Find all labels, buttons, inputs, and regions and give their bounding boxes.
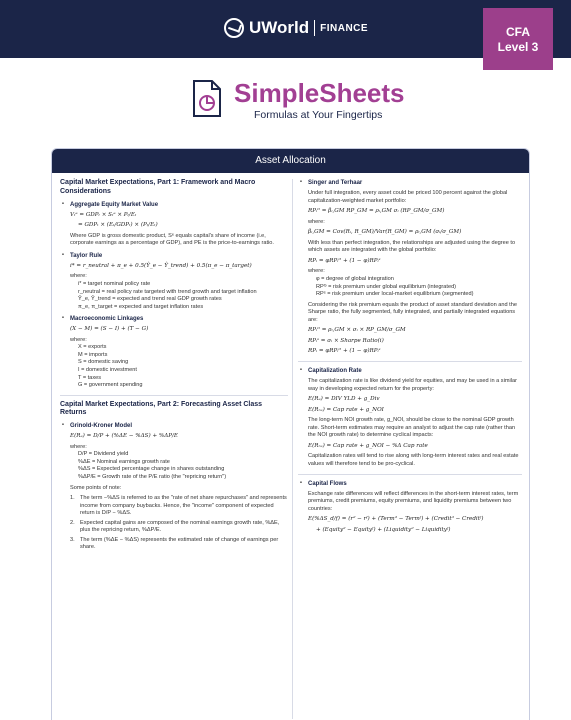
capital-flows-formula-2: + (Equityᵈ − Equityᶠ) + (Liquidityᵈ − Liquidityᶠ): [316, 526, 451, 533]
cap-rate-formula-3: E(Rᵣₑ) = Cap rate + g_NOI − %Δ Cap rate: [308, 442, 428, 449]
uworld-logo-icon: [224, 18, 244, 38]
where-label: where:: [308, 218, 325, 225]
aggregate-equity-title: Aggregate Equity Market Value: [70, 201, 159, 208]
macro-linkages-title: Macroeconomic Linkages: [70, 316, 144, 323]
grinold-kroner-title: Grinold-Kroner Model: [70, 423, 132, 430]
taylor-rule-title: Taylor Rule: [70, 252, 103, 259]
cap-rate-formula-2: E(Rᵣₑ) = Cap rate + g_NOI: [308, 406, 384, 413]
page-title: SimpleSheets: [234, 78, 405, 108]
definition-line: %ΔP/E = Growth rate of the P/E ratio (the "repricing return"): [78, 473, 227, 480]
where-label: where:: [70, 443, 87, 450]
cap-rate-title: Capitalization Rate: [308, 367, 362, 374]
where-label: where:: [70, 273, 87, 280]
definition-line: T = taxes: [78, 374, 102, 381]
capital-flows-title: Capital Flows: [308, 480, 347, 487]
taylor-rule-block: • Taylor Rule i* = r_neutral + π_e + 0.5(Ŷ_e − Ŷ_trend) + 0.5(π_e − π_target) where: i* = target nominal policy rate r_neutral = real policy rate targeted with trend growth and target inflation Ŷ_e, Ŷ_trend = expected and trend real GDP growth rates π_e, π_target = expected and target inflation rates: [60, 252, 288, 311]
singer-terhaar-formula-1: RPᵢᴳ = βᵢ,GM RP_GM = ρᵢ,GM σᵢ (RP_GM/σ_GM): [308, 208, 445, 215]
aggregate-equity-text: Where GDP is gross domestic product, Sᵉ equals capital's share of income (i.e, corporate earnings as a percentage of GDP), and PE is the price-to-earnings ratio.: [70, 232, 274, 247]
taylor-rule-formula: i* = r_neutral + π_e + 0.5(Ŷ_e − Ŷ_trend) + 0.5(π_e − π_target): [70, 262, 252, 269]
points-list: [70, 495, 288, 552]
definition-line: M = imports: [78, 351, 108, 358]
uworld-logo: [224, 18, 368, 38]
singer-terhaar-formula-6: RPᵢ = φRPᵢᴳ + (1 − φ)RPᵢˢ: [308, 348, 381, 355]
definition-line: φ = degree of global integration: [316, 276, 394, 283]
cap-rate-text-2: The long-term NOI growth rate, g_NOI, should be close to the nominal GDP growth rate. Short-term estimates may require an analyst to adjust the cap rate (rather than the NOI growth rate) to determine cyclical impacts:: [308, 417, 516, 439]
brand-sub: FINANCE: [320, 22, 369, 34]
capital-flows-text: Exchange rate differences will reflect differences in the short-term interest rates, term premiums, credit premiums, equity premiums, and liquidity premiums between two countries:: [308, 490, 519, 512]
brand-name: UWorld: [249, 18, 310, 37]
hero-title-block: [192, 80, 422, 130]
definition-line: r_neutral = real policy rate targeted with trend growth and target inflation: [78, 288, 257, 295]
cfa-level-tab: [483, 8, 553, 70]
grinold-kroner-block: • Grinold-Kroner Model E(Rₑ) = D/P + (%ΔE − %ΔS) + %ΔP/E where: D/P = Dividend yield %ΔE = Nominal earnings growth rate %ΔS = Expected percentage change in shares outstanding %ΔP/E = Growth rate of the P/E ratio (the "repricing return") Some points of note: 1. The term −%ΔS is referred to as the "rate of net share repurchases" and represents income from company buybacks. Hence, the "income" component of expected return is D/P − %ΔS. 2. Expected capital gains are composed of the nominal earnings growth rate, %ΔE, plus the repricing return, %ΔP/E. 3. The term (%ΔE − %ΔS) represents the estimated rate of change of earnings per share.: [62, 422, 287, 551]
document-chart-icon: [192, 80, 222, 118]
macro-linkages-block: • Macroeconomic Linkages (X − M) = (S − I) + (T − G) where: X = exports M = imports S = domestic saving I = domestic investment T = taxes G = government spending: [60, 315, 288, 389]
aggregate-equity-block: • Aggregate Equity Market Value Vₜᵉ = GDPₜ × Sₜᵉ × Pₜ/Eₜ = GDPₜ × (Eₜ/GDPₜ) × (Pₜ/Eₜ) Where GDP is gross domestic product, Sᵉ equals capital's share of income (i.e, corporate earnings as a percentage of GDP), and PE is the price-to-earnings ratio.: [60, 201, 288, 248]
section-heading-cme-part2: Capital Market Expectations, Part 2: Forecasting Asset Class Returns: [60, 400, 263, 417]
capital-flows-block: • Capital Flows Exchange rate differences will reflect differences in the short-term interest rates, term premiums, credit premiums, equity premiums, and liquidity premiums between two countries: E(%ΔS_d/f) = (rᵈ − rᶠ) + (Termᵈ − Termᶠ) + (Creditᵈ − Creditᶠ) + (Equityᵈ − Equityᶠ) + (Liquidityᵈ − Liquidityᶠ): [298, 480, 522, 535]
grinold-kroner-formula: E(Rₑ) = D/P + (%ΔE − %ΔS) + %ΔP/E: [70, 433, 179, 440]
cap-rate-text-1: The capitalization rate is like dividend yield for equities, and may be used in a similar way in developing expected return for the property:: [308, 378, 517, 392]
singer-terhaar-formula-4: RPᵢᴳ = ρᵢ,GM × σᵢ × RP_GM/σ_GM: [308, 327, 406, 334]
definition-line: RPᴳ = risk premium under global equilibrium (integrated): [316, 283, 457, 290]
definition-line: i* = target nominal policy rate: [78, 280, 151, 287]
definition-line: D/P = Dividend yield: [78, 451, 129, 458]
singer-terhaar-text-1: Under full integration, every asset could be priced 100 percent against the global capitalization-weighted market portfolio:: [308, 190, 508, 204]
list-item: 2. Expected capital gains are composed of the nominal earnings growth rate, %ΔE, plus the repricing return, %ΔP/E.: [70, 519, 280, 534]
where-label: where:: [308, 268, 325, 275]
list-item: 3. The term (%ΔE − %ΔS) represents the estimated rate of change of earnings per share.: [70, 536, 279, 551]
where-label: where:: [70, 336, 87, 343]
tab-line-1: CFA: [506, 25, 530, 39]
cap-rate-text-3: Capitalization rates will tend to rise along with long-term interest rates and real estate values will therefore tend to be pro-cyclical.: [308, 453, 519, 467]
definition-line: Ŷ_e, Ŷ_trend = expected and trend real GDP growth rates: [78, 296, 222, 303]
singer-terhaar-formula-5: RPᵢˢ = σᵢ × Sharpe Ratio(i): [308, 337, 384, 344]
singer-terhaar-title: Singer and Terhaar: [308, 180, 363, 186]
definition-line: π_e, π_target = expected and target inflation rates: [78, 303, 204, 310]
macro-linkages-formula: (X − M) = (S − I) + (T − G): [70, 326, 149, 333]
definition-line: RPˢ = risk premium under local-market equilibrium (segmented): [316, 291, 474, 298]
cap-rate-formula-1: E(Rₑ) = DIV YLD + g_Div: [308, 396, 380, 403]
singer-terhaar-text-3: Considering the risk premium equals the product of asset standard deviation and the Sharpe ratio, the fully segmented, fully integrated, and partially integrated equations are:: [308, 301, 517, 323]
definition-line: I = domestic investment: [78, 366, 137, 373]
cap-rate-block: • Capitalization Rate The capitalization rate is like dividend yield for equities, and may be used in a similar way in developing expected return for the property: E(Rₑ) = DIV YLD + g_Div E(Rᵣₑ) = Cap rate + g_NOI The long-term NOI growth rate, g_NOI, should be close to the nominal GDP growth rate. Short-term estimates may require an analyst to adjust the cap rate (rather than the NOI growth rate) to determine cyclical impacts: E(Rᵣₑ) = Cap rate + g_NOI − %Δ Cap rate Capitalization rates will tend to rise along with long-term interest rates and real estate values will therefore tend to be pro-cyclical.: [298, 367, 522, 469]
page-subtitle: Formulas at Your Fingertips: [254, 109, 383, 121]
definition-line: %ΔS = Expected percentage change in shares outstanding: [78, 466, 225, 473]
capital-flows-formula-1: E(%ΔS_d/f) = (rᵈ − rᶠ) + (Termᵈ − Termᶠ) + (Creditᵈ − Creditᶠ): [308, 516, 484, 523]
points-title: Some points of note:: [70, 484, 122, 491]
singer-terhaar-formula-3: RPᵢ = φRPᵢᴳ + (1 − φ)RPᵢˢ: [308, 257, 381, 264]
aggregate-equity-formula-2: = GDPₜ × (Eₜ/GDPₜ) × (Pₜ/Eₜ): [78, 222, 158, 229]
definition-line: G = government spending: [78, 382, 143, 389]
definition-line: S = domestic saving: [78, 359, 129, 366]
panel-title: Asset Allocation: [52, 149, 529, 173]
singer-terhaar-text-2: With less than perfect integration, the relationships are adjusted using the degree to which assets are integrated with the global portfolio:: [308, 239, 516, 254]
section-heading-cme-part1: Capital Market Expectations, Part 1: Framework and Macro Considerations: [60, 179, 256, 195]
left-column: [60, 179, 288, 555]
list-item: 1. The term −%ΔS is referred to as the "rate of net share repurchases" and represents income from company buybacks. Hence, the "income" component of expected return is D/P − %ΔS.: [70, 495, 287, 517]
definition-line: X = exports: [78, 344, 107, 351]
asset-allocation-panel: [51, 148, 530, 720]
right-column: [298, 179, 522, 537]
singer-terhaar-block: • Singer and Terhaar Under full integration, every asset could be priced 100 percent against the global capitalization-weighted market portfolio: RPᵢᴳ = βᵢ,GM RP_GM = ρᵢ,GM σᵢ (RP_GM/σ_GM) where: βᵢ,GM = Cov(Rᵢ, R_GM)/Var(R_GM) = ρᵢ,GM (σᵢ/σ_GM) With less than perfect integration, the relationships are adjusted using the degree to which assets are integrated with the global portfolio: RPᵢ = φRPᵢᴳ + (1 − φ)RPᵢˢ where: φ = degree of global integration RPᴳ = risk premium under global equilibrium (integrated) RPˢ = risk premium under local-market equilibrium (segmented) Considering the risk premium equals the product of asset standard deviation and the Sharpe ratio, the fully segmented, fully integrated, and partially integrated equations are: RPᵢᴳ = ρᵢ,GM × σᵢ × RP_GM/σ_GM RPᵢˢ = σᵢ × Sharpe Ratio(i) RPᵢ = φRPᵢᴳ + (1 − φ)RPᵢˢ: [298, 179, 522, 356]
aggregate-equity-formula-1: Vₜᵉ = GDPₜ × Sₜᵉ × Pₜ/Eₜ: [70, 211, 137, 218]
tab-line-2: Level 3: [497, 40, 539, 54]
definition-line: %ΔE = Nominal earnings growth rate: [78, 458, 170, 465]
singer-terhaar-formula-2: βᵢ,GM = Cov(Rᵢ, R_GM)/Var(R_GM) = ρᵢ,GM (σᵢ/σ_GM): [308, 229, 462, 236]
